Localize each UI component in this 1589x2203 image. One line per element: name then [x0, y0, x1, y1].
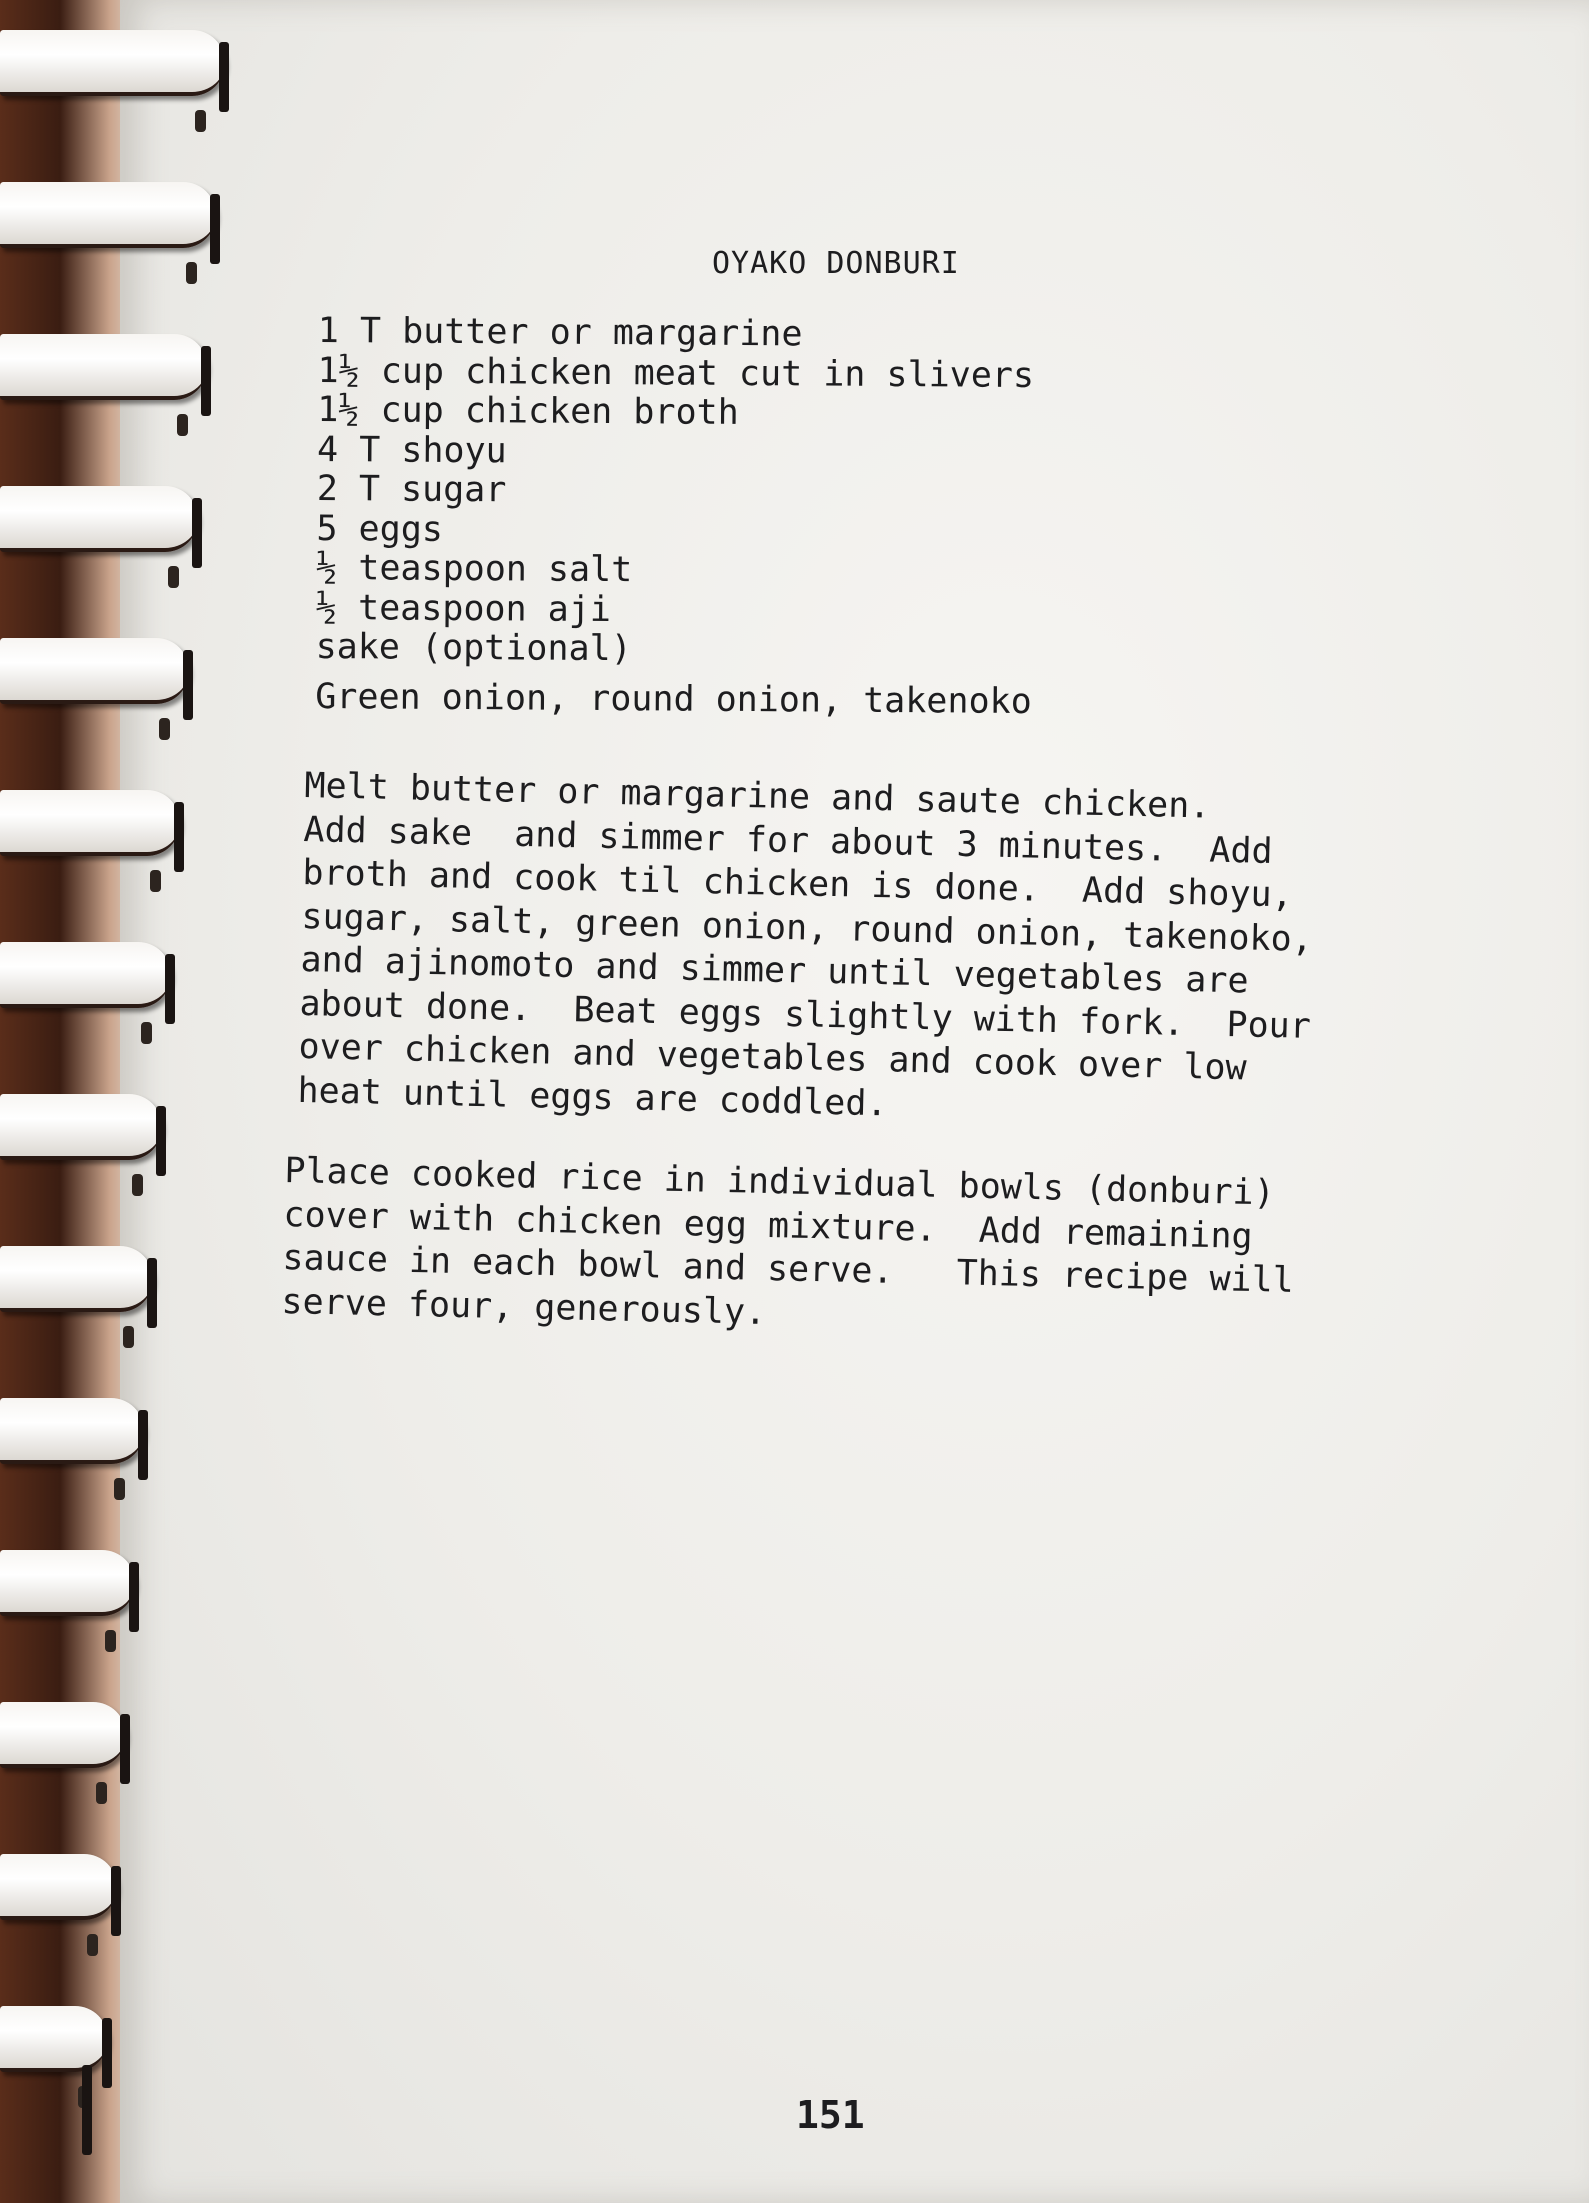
page-number: 151	[796, 2093, 865, 2137]
binding-hole	[159, 718, 170, 740]
ingredient-item: 4 T shoyu	[316, 429, 507, 471]
binding-hole	[150, 870, 161, 892]
binding-coil-end	[219, 42, 229, 112]
serving-paragraph: Place cooked rice in individual bowls (donburi) cover with chicken egg mixture. Add remaining sauce in each bowl and serve. This recipe will serve four, generously.	[281, 1150, 1295, 1333]
binding-coil-end	[129, 1562, 139, 1632]
binding-coil-end	[192, 498, 202, 568]
binding-coil-end	[120, 1714, 130, 1784]
binding-hole	[141, 1022, 152, 1044]
binding-hole	[105, 1630, 116, 1652]
binding-hole	[123, 1326, 134, 1348]
binding-coil-end	[138, 1410, 148, 1480]
binding-coil-end	[165, 954, 175, 1024]
ingredient-item: ½ teaspoon salt	[316, 547, 633, 591]
binding-hole	[195, 110, 206, 132]
binding-hole	[87, 1934, 98, 1956]
binding-hole	[186, 262, 197, 284]
binding-hole	[114, 1478, 125, 1500]
binding-coil	[0, 942, 171, 1008]
binding-coil	[0, 638, 189, 704]
binding-coil-end	[82, 2065, 92, 2155]
binding-coil-end	[111, 1866, 121, 1936]
binding-hole	[96, 1782, 107, 1804]
ingredient-item: 1 T butter or margarine	[317, 311, 803, 355]
binding-coil	[0, 486, 198, 552]
binding-coil-end	[210, 194, 220, 264]
binding-coil	[0, 1854, 117, 1920]
recipe-title: OYAKO DONBURI	[712, 246, 960, 281]
binding-hole	[177, 414, 188, 436]
binding-coil-end	[183, 650, 193, 720]
ingredient-item: 2 T sugar	[316, 468, 507, 511]
binding-hole	[168, 566, 179, 588]
ingredient-item: ½ teaspoon aji	[315, 587, 612, 630]
binding-coil-end	[156, 1106, 166, 1176]
ingredient-item: Green onion, round onion, takenoko	[315, 676, 1032, 722]
binding-coil	[0, 1094, 162, 1160]
binding-coil	[0, 1246, 153, 1312]
spiral-binding	[0, 0, 250, 2203]
binding-coil	[0, 182, 216, 248]
ingredient-item: 1½ cup chicken meat cut in slivers	[317, 350, 1035, 396]
binding-coil	[0, 1702, 126, 1768]
ingredient-item: 1½ cup chicken broth	[317, 389, 739, 433]
ingredient-item: 5 eggs	[316, 508, 444, 550]
binding-coil-end	[174, 802, 184, 872]
binding-coil	[0, 1550, 135, 1616]
binding-coil	[0, 790, 180, 856]
binding-hole	[132, 1174, 143, 1196]
ingredient-list	[315, 312, 1034, 722]
binding-coil	[0, 334, 207, 400]
binding-coil	[0, 1398, 144, 1464]
binding-coil	[0, 30, 225, 96]
binding-coil-end	[102, 2018, 112, 2088]
binding-coil	[0, 2006, 108, 2072]
binding-coil-end	[201, 346, 211, 416]
ingredient-item: sake (optional)	[315, 626, 632, 670]
binding-coil-end	[147, 1258, 157, 1328]
instructions-paragraph: Melt butter or margarine and saute chicken. Add sake and simmer for about 3 minutes. Add broth and cook til chicken is done. Add shoyu, sugar, salt, green onion, round onion, takenoko, and ajinomoto and simmer until vegetables are about done. Beat eggs slightly with fork. Pour over chicken and vegetables and cook over low heat until eggs are coddled.	[297, 765, 1314, 1124]
